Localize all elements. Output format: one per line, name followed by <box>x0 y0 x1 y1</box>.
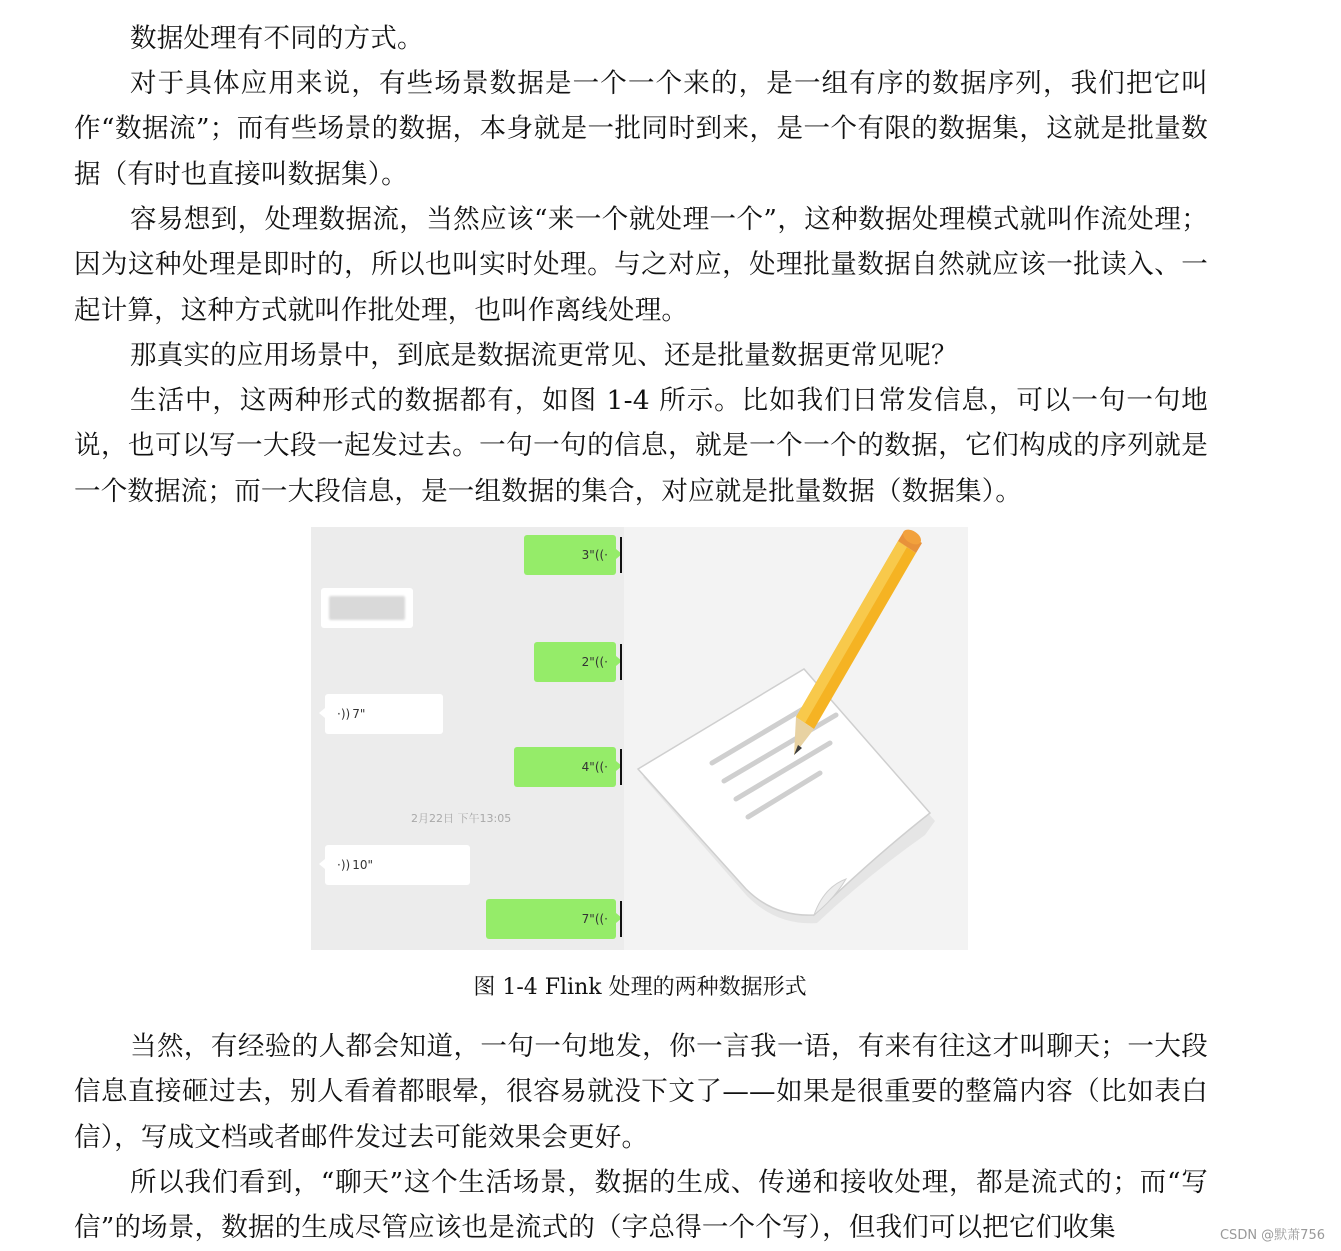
bubble-edge-divider <box>620 749 622 785</box>
voice-duration: 2" <box>581 655 595 669</box>
paragraph-stream-processing: 容易想到，处理数据流，当然应该“来一个就处理一个”，这种数据处理模式就叫作流处理；因为这种处理是即时的，所以也叫实时处理。与之对应，处理批量数据自然就应该一批读入、一起计算，这种方式就叫作批处理，也叫作离线处理。 <box>74 204 1208 326</box>
voice-message-bubble <box>325 845 470 885</box>
voice-duration: 10" <box>352 858 373 872</box>
blurred-message-bubble <box>321 588 413 628</box>
blurred-content <box>329 596 405 620</box>
voice-wave-icon: ((· <box>594 912 608 926</box>
bubble-edge-divider <box>620 644 622 680</box>
paragraph-life-example: 生活中，这两种形式的数据都有，如图 1-4 所示。比如我们日常发信息，可以一句一句地说，也可以写一大段一起发过去。一句一句的信息，就是一个一个的数据，它们构成的序列就是一个数据流；而一大段信息，是一组数据的集合，对应就是批量数据（数据集）。 <box>74 385 1208 507</box>
chat-timestamp: 2月22日 下午13:05 <box>411 812 512 825</box>
bubble-edge-divider <box>620 537 622 573</box>
voice-duration: 4" <box>581 760 595 774</box>
paragraph-data-stream-definition: 对于具体应用来说，有些场景数据是一个一个来的，是一组有序的数据序列，我们把它叫作“数据流”；而有些场景的数据，本身就是一批同时到来，是一个有限的数据集，这就是批量数据（有时也直接叫数据集）。 <box>74 68 1208 190</box>
pencil-paper-icon <box>624 527 968 950</box>
voice-duration: 7" <box>581 912 595 926</box>
pencil <box>794 527 924 755</box>
voice-message-bubble <box>514 747 616 787</box>
chat-screenshot <box>311 527 624 950</box>
csdn-watermark: CSDN @默萧756 <box>1218 1223 1327 1244</box>
figure-1-4 <box>311 527 968 950</box>
paper-sheet <box>638 669 935 923</box>
writing-illustration <box>624 527 968 950</box>
figure-caption: 图 1-4 Flink 处理的两种数据形式 <box>473 975 807 1000</box>
voice-wave-icon: ((· <box>594 760 608 774</box>
bubble-edge-divider <box>620 901 622 937</box>
voice-message-bubble <box>534 642 616 682</box>
paragraph-question: 那真实的应用场景中，到底是数据流更常见、还是批量数据更常见呢？ <box>130 340 958 371</box>
voice-duration: 3" <box>581 548 595 562</box>
voice-wave-icon: ((· <box>594 548 608 562</box>
paragraph-intro: 数据处理有不同的方式。 <box>130 23 424 54</box>
voice-duration: 7" <box>352 707 366 721</box>
voice-message-bubble <box>524 535 616 575</box>
voice-message-bubble <box>486 899 616 939</box>
paragraph-conclusion: 所以我们看到，“聊天”这个生活场景，数据的生成、传递和接收处理，都是流式的；而“写信”的场景，数据的生成尽管应该也是流式的（字总得一个个写），但我们可以把它们收集 <box>74 1167 1208 1244</box>
voice-wave-icon: ((· <box>594 655 608 669</box>
voice-wave-icon: ·)) <box>337 858 351 872</box>
voice-message-bubble <box>325 694 443 734</box>
voice-wave-icon: ·)) <box>337 707 351 721</box>
paragraph-chat-vs-letter: 当然，有经验的人都会知道，一句一句地发，你一言我一语，有来有往这才叫聊天；一大段信息直接砸过去，别人看着都眼晕，很容易就没下文了——如果是很重要的整篇内容（比如表白信），写成文档或者邮件发过去可能效果会更好。 <box>74 1031 1208 1153</box>
